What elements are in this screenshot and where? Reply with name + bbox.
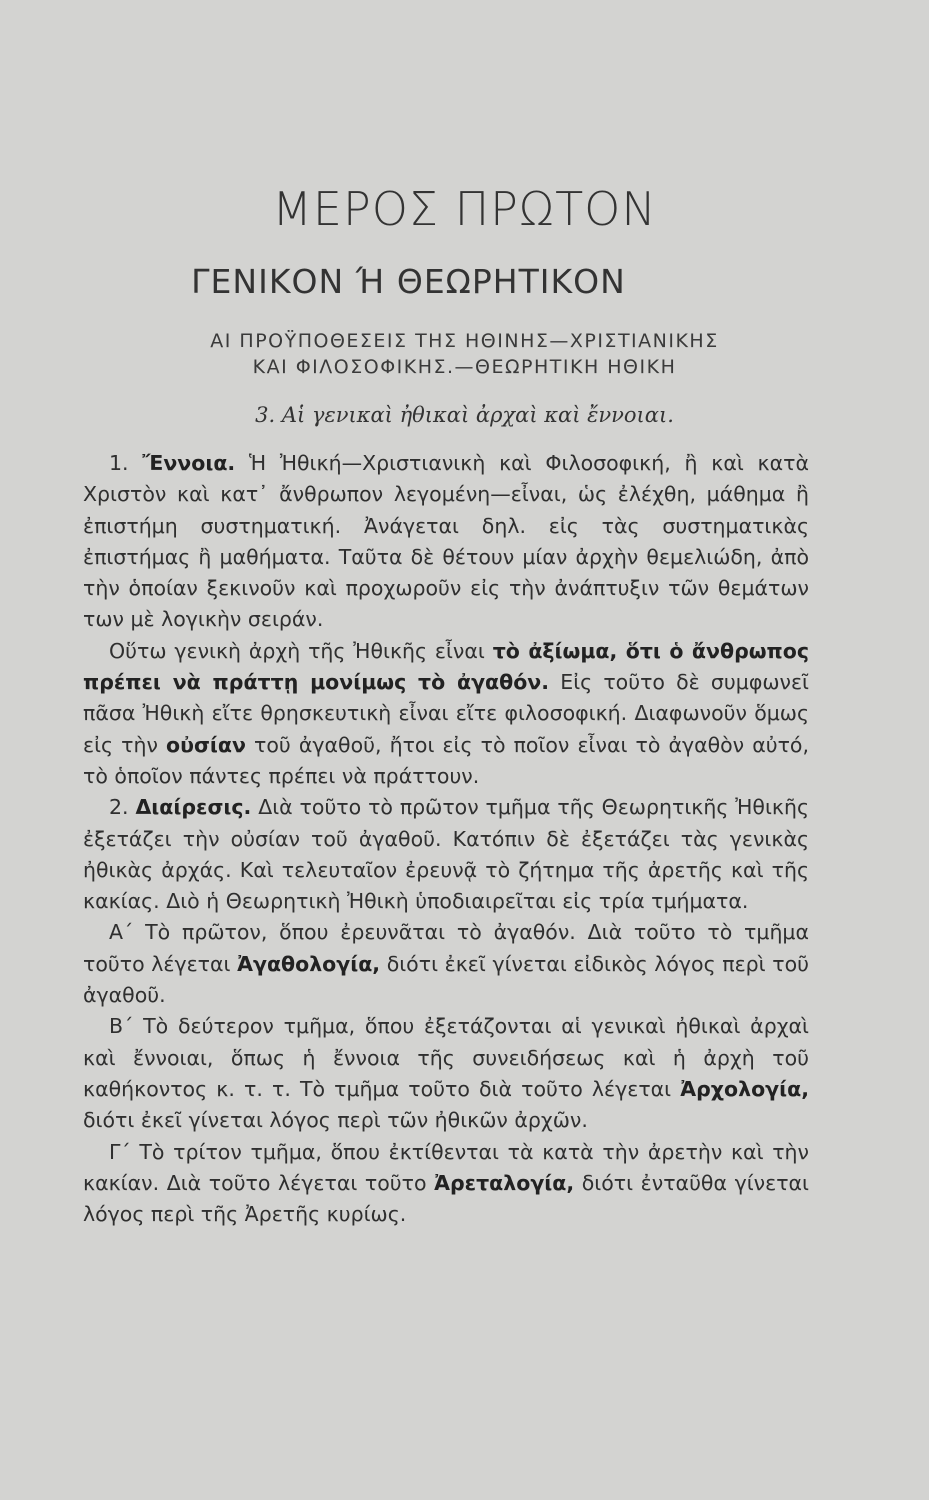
paragraph-text: Διὰ τοῦτο τὸ πρῶτον τμῆμα τῆς Θεωρητικῆς Ἠθικῆς ἐξετάζει τὴν οὐσίαν τοῦ ἀγαθοῦ. Κατόπιν δὲ ἐξετάζει τὰς γενικὰς ἠθικὰς ἀρχάς. Καὶ τελευταῖον ἐρευνᾷ τὸ ζήτημα τῆς ἀρετῆς καὶ τῆς κακίας. Διὸ ἡ Θεωρητικὴ Ἠθικὴ ὑποδιαιρεῖται εἰς τρία τμήματα. [83,795,809,914]
paragraph-text: Εἰς τοῦτο δὲ συμφωνεῖ πᾶσα Ἠθικὴ εἴτε θρησκευτικὴ εἶναι εἴτε φιλοσοφική. Διαφωνοῦν ὅμως εἰς τὴν [83,670,809,757]
paragraph-general-principle [83,636,809,792]
term-diairesis: Διαίρεσις. [135,795,252,820]
paragraph-text: διότι ἐνταῦθα γίνεται λόγος περὶ τῆς Ἀρετῆς κυρίως. [83,1170,809,1227]
paragraph-text: τοῦ ἀγαθοῦ, ἤτοι εἰς τὸ ποῖον εἶναι τὸ ἀγαθὸν αὐτό, τὸ ὁποῖον πάντες πρέπει νὰ πράττουν. [83,732,809,788]
part-title: ΜΕΡΟΣ ΠΡΩΤΟΝ [272,182,657,236]
bold-agathologia: Ἀγαθολογία, [237,951,381,976]
paragraph-text: Β΄ Τὸ δεύτερον τμῆμα, ὅπου ἐξετάζονται αἱ γενικαὶ ἠθικαὶ ἀρχαὶ καὶ ἔννοιαι, ὅπως ἡ ἔννοια τῆς συνειδήσεως καὶ ἡ ἀρχὴ τοῦ καθήκοντος κ. τ. τ. Τὸ τμῆμα τοῦτο διὰ τοῦτο λέγεται [83,1014,809,1101]
subtitle-line-2: ΚΑΙ ΦΙΛΟΣΟΦΙΚΗΣ.—ΘΕΩΡΗΤΙΚΗ ΗΘΙΚΗ [252,356,677,378]
paragraph-number: 2. [109,795,129,820]
bold-axiom: τὸ ἀξίωμα, ὅτι ὁ ἄνθρωπος πρέπει νὰ πράττῃ μονίμως τὸ ἀγαθόν. [83,638,810,695]
paragraph-text: Ἡ Ἠθική—Χριστιανικὴ καὶ Φιλοσοφική, ἢ καὶ κατὰ Χριστὸν καὶ κατ᾿ ἄνθρωπον λεγομένη—εἶναι, ὡς ἐλέχθη, μάθημα ἢ ἐπιστήμη συστηματική. Ἀνάγεται δηλ. εἰς τὰς συστηματικὰς ἐπιστήμας ἢ μαθήματα. Ταῦτα δὲ θέτουν μίαν ἀρχὴν θεμελιώδη, ἀπὸ τὴν ὁποίαν ξεκινοῦν καὶ προχωροῦν εἰς τὴν ἀνάπτυξιν τῶν θεμάτων των μὲ λογικὴν σειράν. [83,451,809,632]
bold-ousia: οὐσίαν [166,732,246,757]
bold-aretalogia: Ἀρεταλογία, [434,1170,575,1195]
bold-archologia: Ἀρχολογία, [680,1076,809,1101]
paragraph-diairesis [83,792,809,917]
part-subtitle: ΓΕΝΙΚΟΝ Ή ΘΕΩΡΗΤΙΚΟΝ [191,262,626,301]
paragraph-agathologia [83,917,809,1011]
section-heading: 3. Αἱ γενικαὶ ἠθικαὶ ἀρχαὶ καὶ ἔννοιαι. [255,403,674,427]
paragraph-text: Γ΄ Τὸ τρίτον τμῆμα, ὅπου ἐκτίθενται τὰ κατὰ τὴν ἀρετὴν καὶ τὴν κακίαν. Διὰ τοῦτο λέγεται τοῦτο [83,1139,809,1195]
paragraph-aretalogia [83,1137,809,1231]
paragraph-text: διότι ἐκεῖ γίνεται εἰδικὸς λόγος περὶ τοῦ ἀγαθοῦ. [83,951,809,1008]
paragraph-text: Οὕτω γενικὴ ἀρχὴ τῆς Ἠθικῆς εἶναι [109,638,493,663]
subtitle-line-1: ΑΙ ΠΡΟΫΠΟΘΕΣΕΙΣ ΤΗΣ ΗΘΙΝΗΣ—ΧΡΙΣΤΙΑΝΙΚΗΣ [210,330,719,352]
paragraph-text: διότι ἐκεῖ γίνεται λόγος περὶ τῶν ἠθικῶν ἀρχῶν. [83,1108,588,1133]
body-text [83,448,809,1230]
paragraph-text: Α΄ Τὸ πρῶτον, ὅπου ἐρευνᾶται τὸ ἀγαθόν. Διὰ τοῦτο τὸ τμῆμα τοῦτο λέγεται [83,920,809,976]
term-ennoia: Ἔννοια. [142,451,236,475]
paragraph-number: 1. [109,451,129,475]
paragraph-archologia [83,1011,809,1136]
paragraph-ennoia [83,448,809,636]
